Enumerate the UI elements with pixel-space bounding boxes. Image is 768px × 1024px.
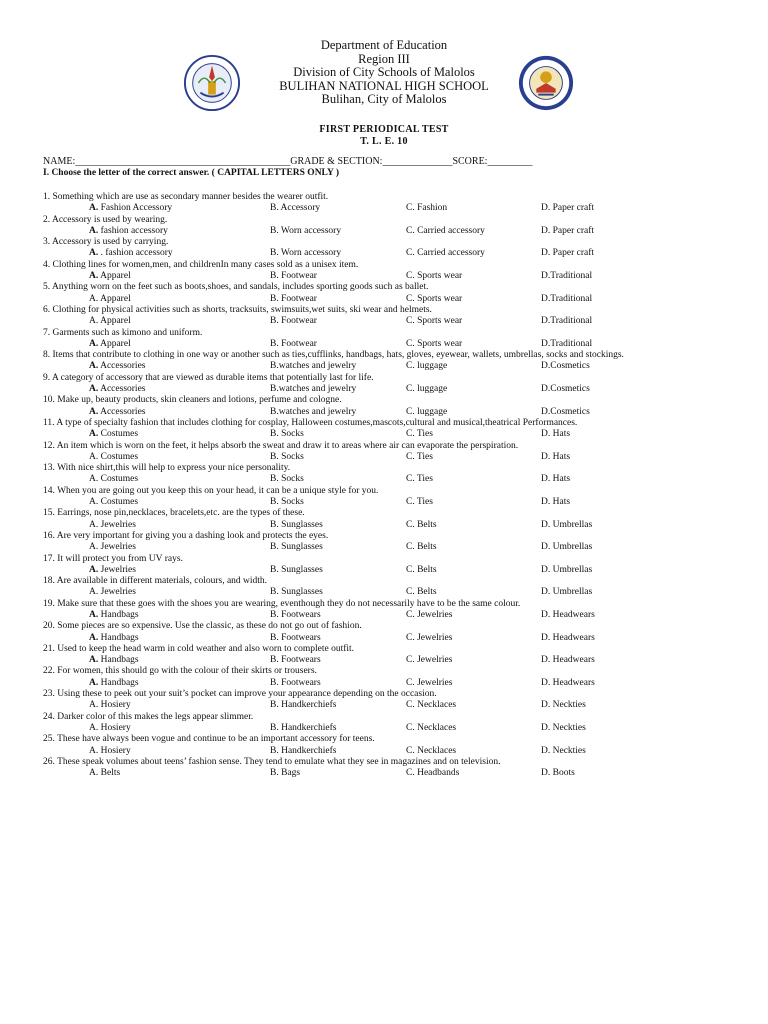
option-b[interactable]: B. Footwear [270, 293, 317, 304]
option-d[interactable]: D. Headwears [541, 677, 595, 688]
question-item [43, 576, 723, 599]
option-a[interactable] [89, 746, 131, 757]
answer-options [43, 768, 723, 779]
option-d[interactable]: D. Neckties [541, 745, 586, 756]
header-address: Bulihan, City of Malolos [321, 92, 447, 106]
option-a-letter: A. [89, 542, 99, 553]
instructions: I. Choose the letter of the correct answer. ( CAPITAL LETTERS ONLY ) [43, 168, 340, 178]
option-a-letter: A. [89, 384, 99, 395]
option-a[interactable] [89, 474, 138, 485]
question-text: 17. It will protect you from UV rays. [43, 553, 183, 564]
answer-options [43, 587, 723, 598]
option-b[interactable]: B. Footwear [270, 271, 317, 282]
option-c[interactable]: C. Ties [406, 474, 433, 485]
option-a-letter: A. [89, 338, 99, 349]
question-text: 5. Anything worn on the feet such as boots,shoes, and sandals, includes sporting goods such as ballet. [43, 282, 429, 293]
option-b[interactable]: B. Socks [270, 497, 304, 508]
option-a-text: Apparel [100, 338, 131, 349]
answer-options [43, 678, 723, 689]
test-title-block [0, 124, 768, 147]
option-a-letter: A. [89, 632, 99, 643]
answer-options [43, 474, 723, 485]
option-d[interactable]: D. Umbrellas [541, 542, 593, 553]
question-text: 1. Something which are use as secondary manner besides the wearer outfit. [43, 192, 329, 202]
option-a[interactable] [89, 248, 173, 259]
option-c[interactable]: C. luggage [406, 361, 448, 372]
option-a-letter: A. [89, 564, 99, 575]
option-b[interactable]: B. Handkerchiefs [270, 722, 337, 733]
question-item [43, 508, 723, 531]
option-d[interactable]: D. Headwears [541, 655, 595, 666]
question-text: 9. A category of accessory that are viewed as durable items that potentially last for life. [43, 372, 374, 383]
option-b[interactable]: B. Footwear [270, 316, 317, 327]
option-b[interactable]: B.watches and jewelry [270, 384, 357, 395]
question-item [43, 554, 723, 577]
option-a[interactable] [89, 361, 145, 372]
option-a-letter: A. [89, 609, 99, 620]
option-a[interactable] [89, 610, 139, 621]
question-item [43, 531, 723, 554]
option-b[interactable]: B. Accessory [270, 203, 321, 214]
option-a-text: Hosiery [100, 745, 131, 756]
option-b[interactable]: B. Footwears [270, 609, 321, 620]
option-b[interactable]: B. Footwear [270, 338, 317, 349]
option-d[interactable]: D. Headwears [541, 609, 595, 620]
option-a-letter: A. [89, 429, 99, 440]
option-a-text: Costumes [100, 429, 139, 440]
option-c[interactable]: C. luggage [406, 406, 448, 417]
answer-options [43, 700, 723, 711]
option-c[interactable]: C. Belts [406, 587, 437, 598]
option-d[interactable]: D. Headwears [541, 632, 595, 643]
option-d[interactable]: D.Traditional [541, 271, 593, 282]
option-a-letter: A. [89, 271, 99, 282]
option-c[interactable]: C. Sports wear [406, 338, 463, 349]
option-a-letter: A. [89, 677, 99, 688]
answer-options [43, 339, 723, 350]
option-c[interactable]: C. Necklaces [406, 745, 457, 756]
option-a-text: . fashion accessory [100, 248, 173, 259]
option-c[interactable]: C. Belts [406, 564, 437, 575]
option-d[interactable]: D. Hats [541, 474, 571, 485]
option-a[interactable] [89, 565, 136, 576]
question-text: 4. Clothing lines for women,men, and childrenIn many cases sold as a unisex item. [43, 259, 359, 270]
question-item [43, 373, 723, 396]
answer-options [43, 361, 723, 372]
option-a-text: Accessories [100, 406, 146, 417]
option-a-text: Jewelries [100, 519, 136, 530]
option-c[interactable]: C. Ties [406, 451, 433, 462]
option-d[interactable]: D.Traditional [541, 316, 593, 327]
answer-options [43, 384, 723, 395]
question-text: 3. Accessory is used by carrying. [43, 237, 169, 248]
option-a-text: Jewelries [100, 542, 136, 553]
option-a[interactable] [89, 587, 136, 598]
option-c[interactable]: C. Jewelries [406, 609, 453, 620]
question-item [43, 486, 723, 509]
option-b[interactable]: B.watches and jewelry [270, 361, 357, 372]
option-d[interactable]: D. Hats [541, 451, 571, 462]
option-d[interactable]: D. Neckties [541, 700, 586, 711]
option-a-text: Apparel [100, 271, 131, 282]
answer-options [43, 542, 723, 553]
option-a[interactable] [89, 407, 145, 418]
question-text: 13. With nice shirt,this will help to express your nice personality. [43, 463, 291, 474]
header-school: BULIHAN NATIONAL HIGH SCHOOL [279, 78, 489, 93]
question-item [43, 260, 723, 283]
answer-options [43, 746, 723, 757]
option-c[interactable]: C. Jewelries [406, 655, 453, 666]
question-item [43, 237, 723, 260]
option-b[interactable]: B. Sunglasses [270, 587, 323, 598]
option-c[interactable]: C. Ties [406, 429, 433, 440]
question-item [43, 666, 723, 689]
option-a[interactable] [89, 226, 168, 237]
option-a-text: Hosiery [100, 700, 131, 711]
option-a-letter: A. [89, 406, 99, 417]
question-item [43, 350, 723, 373]
option-c[interactable]: C. luggage [406, 384, 448, 395]
option-a-text: Handbags [100, 609, 139, 620]
option-b[interactable]: B. Socks [270, 429, 304, 440]
option-a[interactable] [89, 294, 131, 305]
option-c[interactable]: C. Ties [406, 497, 433, 508]
option-a[interactable] [89, 316, 131, 327]
question-text: 24. Darker color of this makes the legs appear slimmer. [43, 711, 254, 722]
question-text: 7. Garments such as kimono and uniform. [43, 327, 203, 338]
question-item [43, 418, 723, 441]
option-d[interactable]: D. Paper craft [541, 225, 595, 236]
question-text: 19. Make sure that these goes with the shoes you are wearing, eventhough they do not necessarily have to be the same colour. [43, 598, 521, 609]
question-text: 14. When you are going out you keep this on your head, it can be a unique style for you. [43, 485, 379, 496]
option-c[interactable]: C. Necklaces [406, 722, 457, 733]
question-item [43, 689, 723, 712]
option-d[interactable]: D.Cosmetics [541, 384, 590, 395]
option-a-letter: A. [89, 203, 99, 214]
question-text: 15. Earrings, nose pin,necklaces, bracelets,etc. are the types of these. [43, 508, 305, 519]
option-d[interactable]: D. Umbrellas [541, 519, 593, 530]
answer-options [43, 316, 723, 327]
option-a[interactable] [89, 542, 136, 553]
option-b[interactable]: B. Sunglasses [270, 564, 323, 575]
question-item [43, 463, 723, 486]
option-a-text: Hosiery [100, 722, 131, 733]
option-a-text: Handbags [100, 655, 139, 666]
answer-options [43, 429, 723, 440]
answer-options [43, 452, 723, 463]
question-text: 25. These have always been vogue and continue to be an important accessory for teens. [43, 734, 375, 745]
option-d[interactable]: D. Boots [541, 768, 575, 779]
option-a-text: fashion accessory [100, 225, 168, 236]
option-a-letter: A. [89, 700, 99, 711]
option-a-letter: A. [89, 768, 99, 779]
option-a[interactable] [89, 723, 131, 734]
option-c[interactable]: C. Jewelries [406, 632, 453, 643]
option-a[interactable] [89, 429, 138, 440]
option-b[interactable]: B. Footwears [270, 655, 321, 666]
option-c[interactable]: C. Carried accessory [406, 225, 485, 236]
question-text: 18. Are available in different materials, colours, and width. [43, 576, 268, 587]
option-a[interactable] [89, 384, 145, 395]
question-item [43, 599, 723, 622]
answer-options [43, 633, 723, 644]
question-text: 10. Make up, beauty products, skin cleaners and lotions, perfume and cologne. [43, 395, 342, 406]
question-item [43, 734, 723, 757]
answer-options [43, 248, 723, 259]
option-c[interactable]: C. Carried accessory [406, 248, 485, 259]
option-d[interactable]: D.Traditional [541, 293, 593, 304]
answer-options [43, 655, 723, 666]
question-text: 16. Are very important for giving you a dashing look and protects the eyes. [43, 530, 329, 541]
option-a-letter: A. [89, 497, 99, 508]
question-item [43, 712, 723, 735]
option-c[interactable]: C. Fashion [406, 203, 448, 214]
option-a[interactable] [89, 700, 131, 711]
option-b[interactable]: B. Worn accessory [270, 248, 342, 259]
option-d[interactable]: D. Umbrellas [541, 564, 593, 575]
option-b[interactable]: B.watches and jewelry [270, 406, 357, 417]
option-b[interactable]: B. Socks [270, 474, 304, 485]
question-text: 8. Items that contribute to clothing in one way or another such as ties,cufflinks, handbags, hats, gloves, eyewear, wallets, umbrellas, socks and stockings. [43, 350, 624, 361]
option-a-text: Jewelries [100, 564, 136, 575]
option-a[interactable] [89, 497, 138, 508]
school-header [0, 39, 768, 107]
option-a-letter: A. [89, 225, 99, 236]
question-text: 22. For women, this should go with the colour of their skirts or trousers. [43, 666, 317, 677]
question-item [43, 215, 723, 238]
question-item [43, 621, 723, 644]
answer-options [43, 407, 723, 418]
question-text: 11. A type of specialty fashion that includes clothing for cosplay, Halloween costumes,mascots,cultural and musical,theatrical Performances. [43, 417, 578, 428]
option-c[interactable]: C. Sports wear [406, 271, 463, 282]
answer-options [43, 565, 723, 576]
option-d[interactable]: D. Neckties [541, 722, 586, 733]
option-a-text: Handbags [100, 677, 139, 688]
option-c[interactable]: C. Belts [406, 519, 437, 530]
option-a-letter: A. [89, 745, 99, 756]
option-c[interactable]: C. Sports wear [406, 316, 463, 327]
question-item [43, 757, 723, 780]
option-a[interactable] [89, 678, 139, 689]
question-item [43, 395, 723, 418]
option-a-text: Accessories [100, 361, 146, 372]
option-c[interactable]: C. Headbands [406, 768, 460, 779]
option-c[interactable]: C. Necklaces [406, 700, 457, 711]
option-a-letter: A. [89, 293, 99, 304]
answer-options [43, 520, 723, 531]
option-d[interactable]: D. Paper craft [541, 203, 595, 214]
option-a-letter: A. [89, 451, 99, 462]
option-d[interactable]: D.Traditional [541, 338, 593, 349]
option-a-text: Costumes [100, 451, 139, 462]
question-item [43, 441, 723, 464]
question-item [43, 305, 723, 328]
header-division: Division of City Schools of Malolos [293, 65, 475, 79]
option-b[interactable]: B. Bags [270, 768, 301, 779]
test-title: FIRST PERIODICAL TEST [319, 124, 449, 135]
option-d[interactable]: D. Hats [541, 429, 571, 440]
question-text: 6. Clothing for physical activities such as shorts, tracksuits, swimsuits,wet suits, ski wear and helmets. [43, 304, 432, 315]
option-b[interactable]: B. Footwears [270, 677, 321, 688]
header-region: Region III [358, 51, 410, 66]
option-d[interactable]: D. Umbrellas [541, 587, 593, 598]
option-a-letter: A. [89, 519, 99, 530]
option-a-letter: A. [89, 248, 99, 259]
option-c[interactable]: C. Jewelries [406, 677, 453, 688]
question-text: 26. These speak volumes about teens’ fashion sense. They tend to emulate what they see in magazines and on television. [43, 756, 501, 767]
option-a-letter: A. [89, 655, 99, 666]
option-a[interactable] [89, 520, 136, 531]
option-c[interactable]: C. Sports wear [406, 293, 463, 304]
option-d[interactable]: D. Hats [541, 497, 571, 508]
option-a-text: Belts [100, 768, 121, 779]
option-a-text: Costumes [100, 497, 139, 508]
option-a-text: Handbags [100, 632, 139, 643]
question-text: 21. Used to keep the head warm in cold weather and also worn to complete outfit. [43, 643, 355, 654]
question-item [43, 192, 723, 215]
answer-options [43, 294, 723, 305]
option-a[interactable] [89, 768, 120, 779]
question-item [43, 282, 723, 305]
question-item [43, 328, 723, 351]
question-text: 12. An item which is worn on the feet, it helps absorb the sweat and draw it to areas where air can evaporate the perspiration. [43, 440, 519, 451]
option-a-text: Apparel [100, 316, 131, 327]
option-a-text: Jewelries [100, 587, 136, 598]
option-b[interactable]: B. Worn accessory [270, 225, 342, 236]
header-department: Department of Education [320, 38, 448, 52]
option-b[interactable]: B. Sunglasses [270, 519, 323, 530]
option-a-text: Accessories [100, 384, 146, 395]
question-item [43, 644, 723, 667]
option-b[interactable]: B. Handkerchiefs [270, 745, 337, 756]
option-a-text: Costumes [100, 474, 139, 485]
option-d[interactable]: D.Cosmetics [541, 406, 590, 417]
option-d[interactable]: D.Cosmetics [541, 361, 590, 372]
test-subtitle: T. L. E. 10 [360, 135, 408, 147]
option-b[interactable]: B. Sunglasses [270, 542, 323, 553]
question-text: 20. Some pieces are so expensive. Use the classic, as these do not go out of fashion. [43, 621, 362, 632]
option-b[interactable]: B. Handkerchiefs [270, 700, 337, 711]
option-c[interactable]: C. Belts [406, 542, 437, 553]
option-b[interactable]: B. Socks [270, 451, 304, 462]
answer-options [43, 497, 723, 508]
question-text: 23. Using these to peek out your suit’s pocket can improve your appearance depending on the occasion. [43, 689, 437, 700]
option-a-letter: A. [89, 474, 99, 485]
question-list [43, 192, 723, 779]
option-a-text: Fashion Accessory [100, 203, 173, 214]
option-a[interactable] [89, 633, 139, 644]
option-a[interactable] [89, 655, 139, 666]
option-b[interactable]: B. Footwears [270, 632, 321, 643]
answer-options [43, 723, 723, 734]
question-text: 2. Accessory is used by wearing. [43, 214, 168, 225]
option-a[interactable] [89, 271, 131, 282]
option-a-letter: A. [89, 722, 99, 733]
answer-options [43, 610, 723, 621]
option-a-text: Apparel [100, 293, 131, 304]
option-a[interactable] [89, 203, 172, 214]
name-grade-score-line[interactable]: NAME:___________________________________________GRADE & SECTION:______________SCORE:_________ [43, 156, 533, 167]
answer-options [43, 226, 723, 237]
option-a[interactable] [89, 339, 131, 350]
option-a-letter: A. [89, 587, 99, 598]
answer-options [43, 203, 723, 214]
option-a-letter: A. [89, 361, 99, 372]
option-a[interactable] [89, 452, 138, 463]
option-d[interactable]: D. Paper craft [541, 248, 595, 259]
option-a-letter: A. [89, 316, 99, 327]
answer-options [43, 271, 723, 282]
